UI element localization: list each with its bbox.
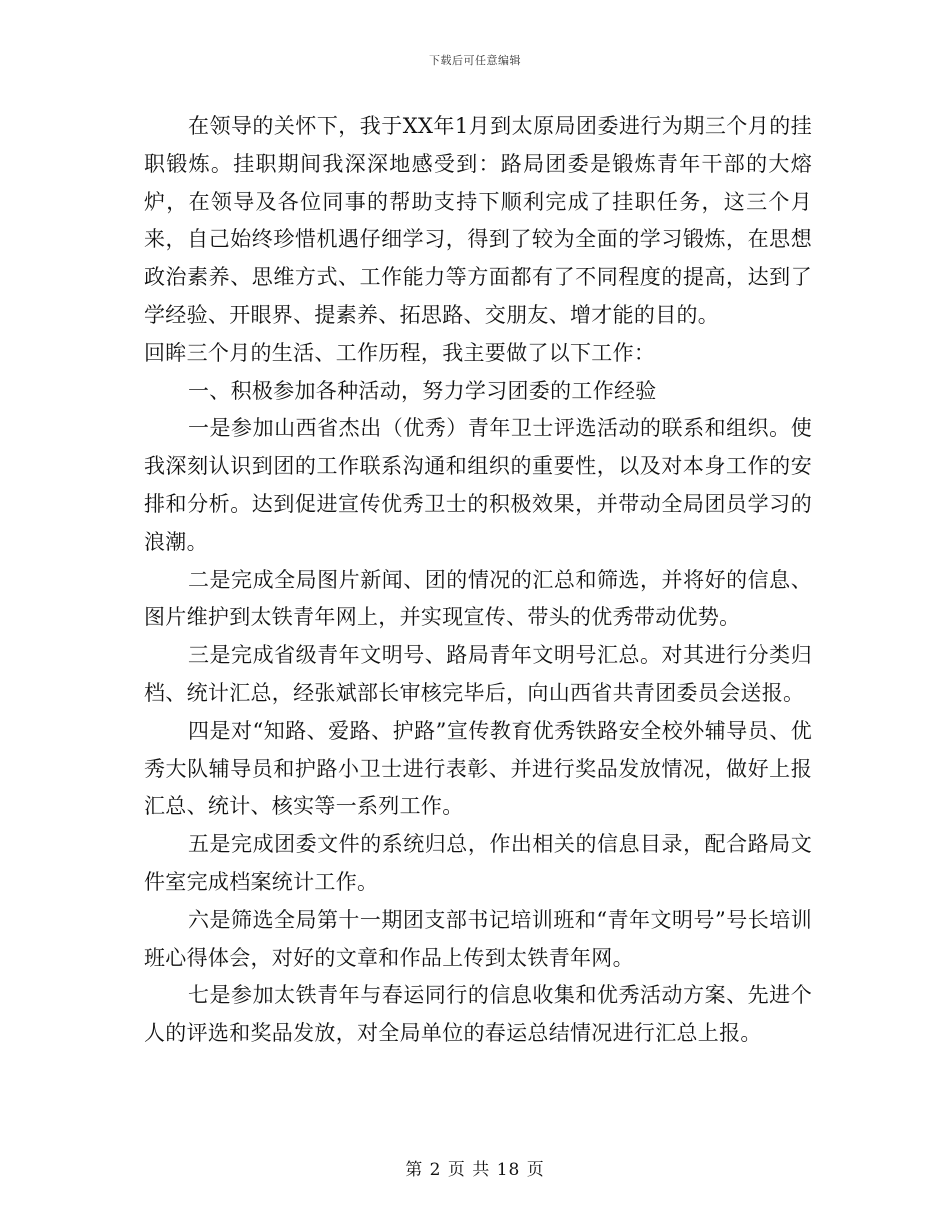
paragraph-item-4: 四是对“知路、爱路、护路”宣传教育优秀铁路安全校外辅导员、优秀大队辅导员和护路小卫士进行表彰、并进行奖品发放情况，做好上报汇总、统计、核实等一系列工作。 <box>144 718 812 819</box>
section-heading-1: 一、积极参加各种活动，努力学习团委的工作经验 <box>188 378 657 403</box>
paragraph-review: 回眸三个月的生活、工作历程，我主要做了以下工作： <box>144 340 656 365</box>
page-number-footer: 第 2 页 共 18 页 <box>405 1160 545 1180</box>
paragraph-intro: 在领导的关怀下，我于XX年1月到太原局团委进行为期三个月的挂职锻炼。挂职期间我深深地感受到：路局团委是锻炼青年干部的大熔炉，在领导及各位同事的帮助支持下顺利完成了挂职任务，这三个月来，自己始终珍惜机遇仔细学习，得到了较为全面的学习锻炼，在思想政治素养、思维方式、工作能力等方面都有了不同程度的提高，达到了学经验、开眼界、提素养、拓思路、交朋友、增才能的目的。 <box>144 114 812 327</box>
paragraph-item-6: 六是筛选全局第十一期团支部书记培训班和“青年文明号”号长培训班心得体会，对好的文章和作品上传到太铁青年网。 <box>144 907 812 970</box>
paragraph-item-2: 二是完成全局图片新闻、团的情况的汇总和筛选，并将好的信息、图片维护到太铁青年网上，并实现宣传、带头的优秀带动优势。 <box>144 567 812 630</box>
paragraph-item-5: 五是完成团委文件的系统归总，作出相关的信息目录，配合路局文件室完成档案统计工作。 <box>144 832 812 894</box>
document-body <box>144 108 812 1053</box>
paragraph-item-3: 三是完成省级青年文明号、路局青年文明号汇总。对其进行分类归档、统计汇总，经张斌部长审核完毕后，向山西省共青团委员会送报。 <box>144 643 812 705</box>
document-header-note: 下载后可任意编辑 <box>429 54 521 67</box>
paragraph-item-1: 一是参加山西省杰出（优秀）青年卫士评选活动的联系和组织。使我深刻认识到团的工作联系沟通和组织的重要性，以及对本身工作的安排和分析。达到促进宣传优秀卫士的积极效果，并带动全局团员学习的浪潮。 <box>144 416 812 554</box>
paragraph-item-7: 七是参加太铁青年与春运同行的信息收集和优秀活动方案、先进个人的评选和奖品发放，对全局单位的春运总结情况进行汇总上报。 <box>144 983 812 1046</box>
